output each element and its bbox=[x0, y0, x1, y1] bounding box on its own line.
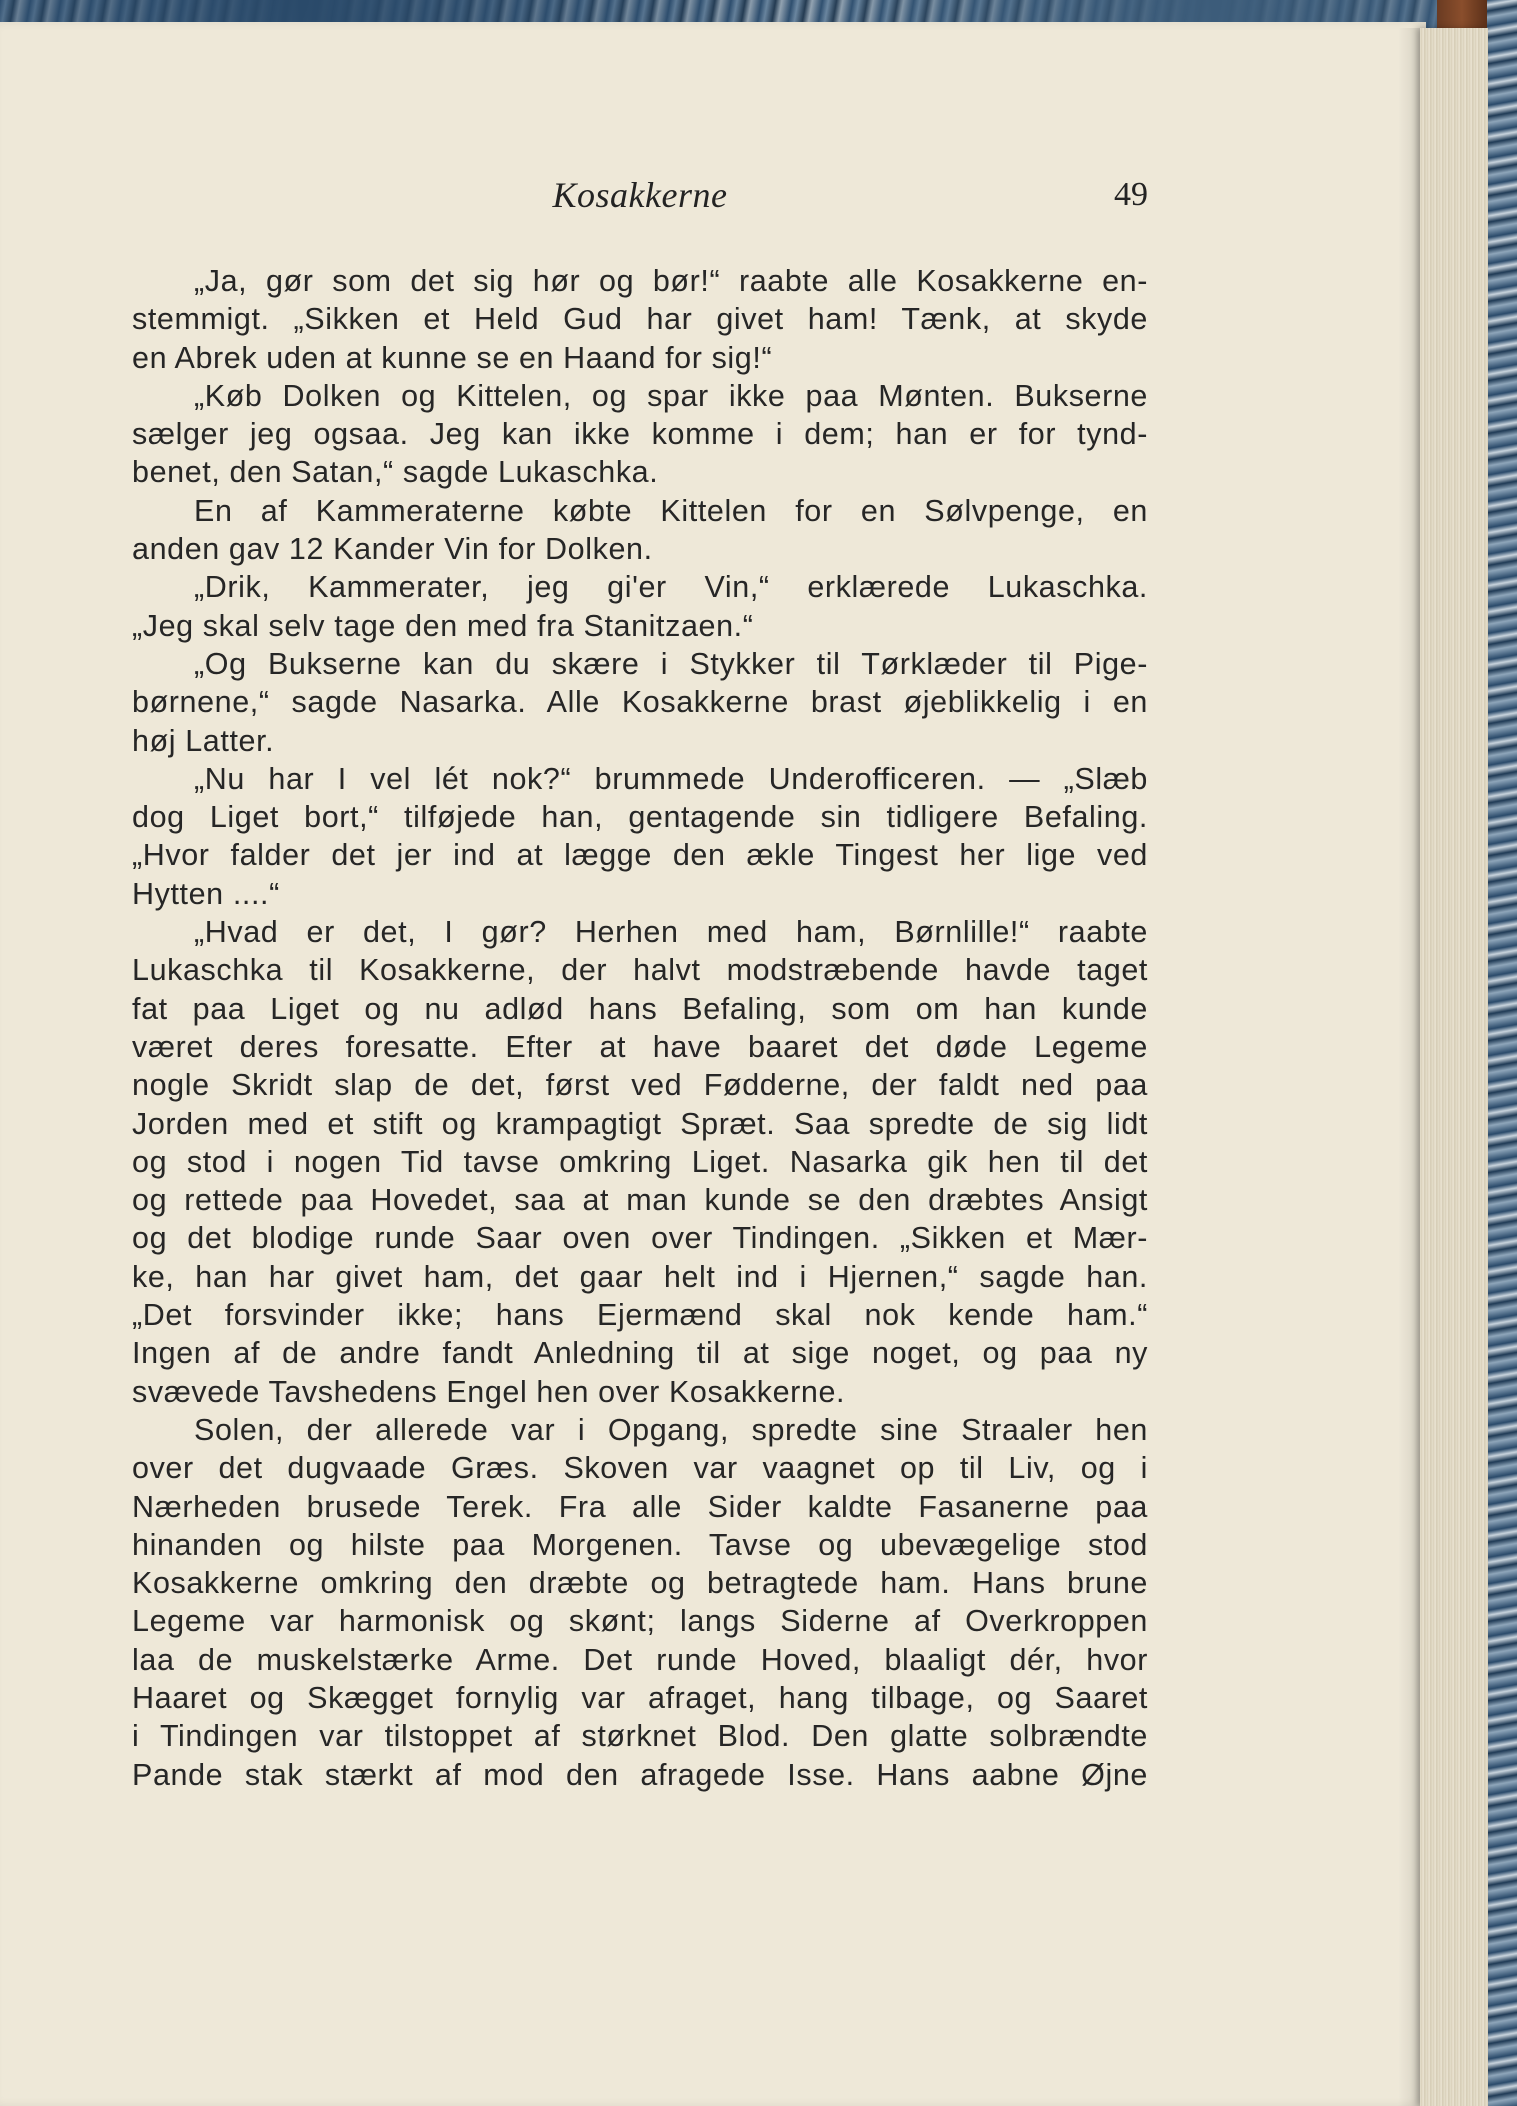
text-line: og det blodige runde Saar oven over Tindingen. „Sikken et Mær- bbox=[132, 1221, 1148, 1256]
marbled-endpaper bbox=[1487, 0, 1517, 2106]
text-line: og rettede paa Hovedet, saa at man kunde se den dræbtes Ansigt bbox=[132, 1183, 1148, 1218]
text-line: „Nu har I vel lét nok?“ brummede Underofficeren. — „Slæb bbox=[194, 761, 1148, 796]
text-line: „Hvor falder det jer ind at lægge den ækle Tingest her lige ved bbox=[132, 838, 1148, 873]
text-line: Hytten ....“ bbox=[132, 876, 280, 911]
text-line: Ingen af de andre fandt Anledning til at sige noget, og paa ny bbox=[132, 1336, 1148, 1371]
text-line: Nærheden brusede Terek. Fra alle Sider kaldte Fasanerne paa bbox=[132, 1489, 1148, 1524]
text-line: dog Liget bort,“ tilføjede han, gentagende sin tidligere Befaling. bbox=[132, 800, 1148, 835]
text-line: en Abrek uden at kunne se en Haand for sig!“ bbox=[132, 340, 773, 375]
running-title: Kosakkerne bbox=[552, 175, 728, 215]
text-line: nogle Skridt slap de det, først ved Fødderne, der faldt ned paa bbox=[132, 1068, 1148, 1103]
text-line: Lukaschka til Kosakkerne, der halvt modstræbende havde taget bbox=[132, 953, 1148, 988]
text-line: sælger jeg ogsaa. Jeg kan ikke komme i dem; han er for tynd- bbox=[132, 417, 1148, 452]
page-number: 49 bbox=[1114, 176, 1148, 213]
text-line: og stod i nogen Tid tavse omkring Liget. Nasarka gik hen til det bbox=[132, 1144, 1148, 1179]
page-edges bbox=[1420, 28, 1488, 2106]
body-text bbox=[132, 262, 1148, 1794]
text-line: stemmigt. „Sikken et Held Gud har givet ham! Tænk, at skyde bbox=[132, 302, 1148, 337]
text-line: „Køb Dolken og Kittelen, og spar ikke paa Mønten. Bukserne bbox=[194, 378, 1148, 413]
text-line: „Hvad er det, I gør? Herhen med ham, Børnlille!“ raabte bbox=[194, 915, 1148, 950]
text-line: høj Latter. bbox=[132, 723, 275, 758]
text-line: Haaret og Skægget fornylig var afraget, hang tilbage, og Saaret bbox=[132, 1680, 1148, 1715]
text-line: Kosakkerne omkring den dræbte og betragtede ham. Hans brune bbox=[132, 1566, 1148, 1601]
text-line: Jorden med et stift og krampagtigt Spræt. Saa spredte de sig lidt bbox=[132, 1106, 1148, 1141]
text-line: svævede Tavshedens Engel hen over Kosakkerne. bbox=[132, 1374, 846, 1409]
text-line: „Ja, gør som det sig hør og bør!“ raabte alle Kosakkerne en- bbox=[194, 264, 1148, 298]
text-line: ke, han har givet ham, det gaar helt ind i Hjernen,“ sagde han. bbox=[132, 1259, 1148, 1294]
text-line: fat paa Liget og nu adlød hans Befaling, som om han kunde bbox=[132, 991, 1148, 1026]
text-line: „Og Bukserne kan du skære i Stykker til Tørklæder til Pige- bbox=[194, 646, 1148, 681]
text-line: anden gav 12 Kander Vin for Dolken. bbox=[132, 532, 653, 567]
text-line: benet, den Satan,“ sagde Lukaschka. bbox=[132, 455, 659, 490]
text-line: over det dugvaade Græs. Skoven var vaagnet op til Liv, og i bbox=[132, 1451, 1148, 1486]
text-line: „Det forsvinder ikke; hans Ejermænd skal nok kende ham.“ bbox=[132, 1298, 1148, 1333]
text-line: i Tindingen var tilstoppet af størknet Blod. Den glatte solbrændte bbox=[132, 1719, 1148, 1754]
page-header bbox=[132, 174, 1148, 224]
text-line: En af Kammeraterne købte Kittelen for en Sølvpenge, en bbox=[194, 493, 1148, 528]
text-line: „Jeg skal selv tage den med fra Stanitzaen.“ bbox=[132, 608, 754, 643]
text-line: Legeme var harmonisk og skønt; langs Siderne af Overkroppen bbox=[132, 1604, 1148, 1639]
text-line: været deres foresatte. Efter at have baaret det døde Legeme bbox=[132, 1029, 1148, 1064]
text-line: „Drik, Kammerater, jeg gi'er Vin,“ erklærede Lukaschka. bbox=[194, 570, 1148, 605]
text-line: hinanden og hilste paa Morgenen. Tavse og ubevægelige stod bbox=[132, 1527, 1148, 1562]
text-line: Solen, der allerede var i Opgang, spredte sine Straaler hen bbox=[194, 1412, 1148, 1447]
text-line: Pande stak stærkt af mod den afragede Isse. Hans aabne Øjne bbox=[132, 1757, 1148, 1792]
text-line: laa de muskelstærke Arme. Det runde Hoved, blaaligt dér, hvor bbox=[132, 1642, 1148, 1677]
text-line: børnene,“ sagde Nasarka. Alle Kosakkerne brast øjeblikkelig i en bbox=[132, 685, 1148, 720]
